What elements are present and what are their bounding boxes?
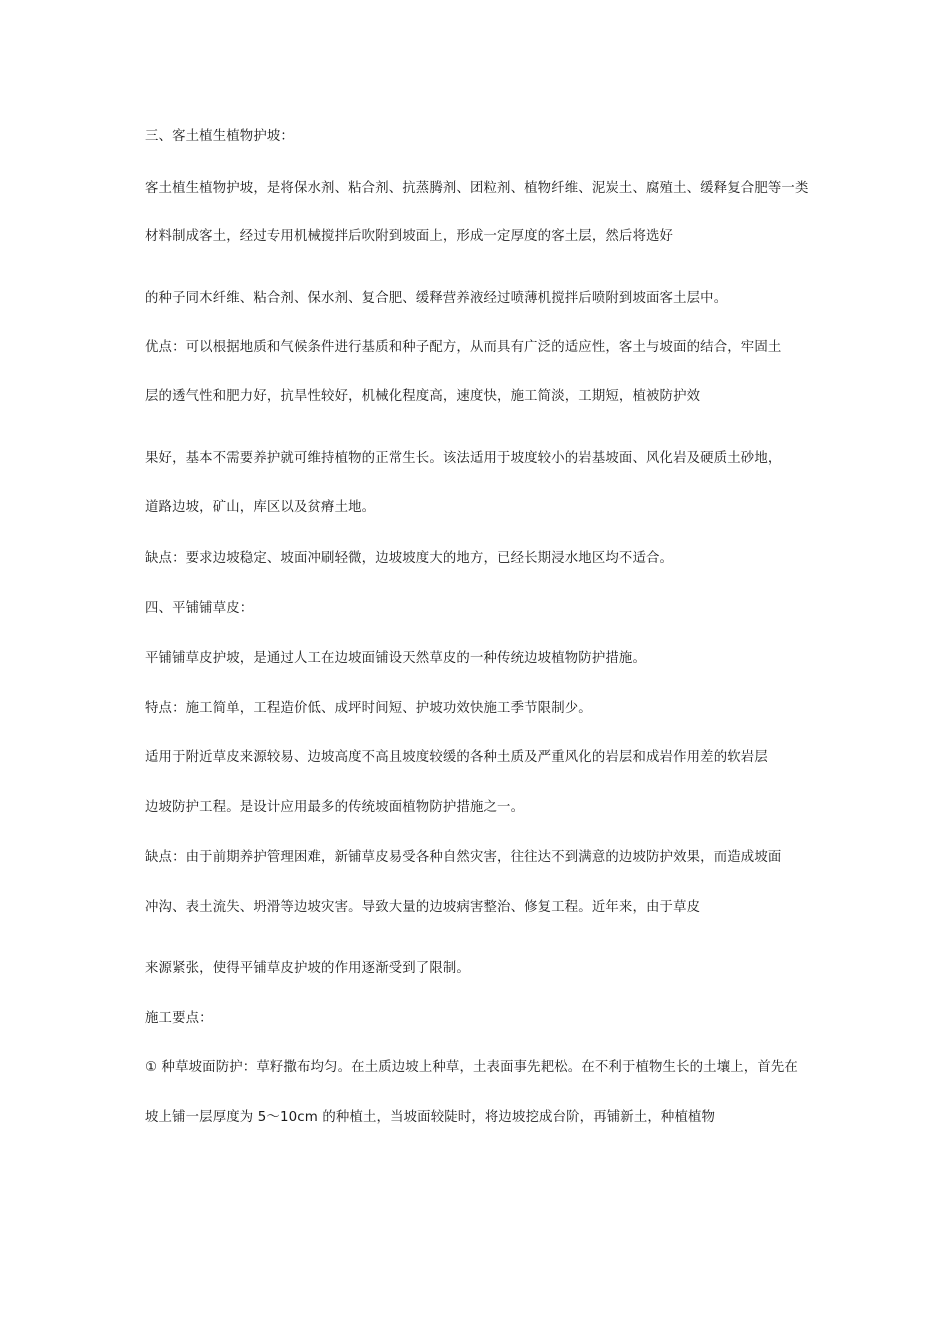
- paragraph-line: 的种子同木纤维、粘合剂、保水剂、复合肥、缓释营养液经过喷薄机搅拌后喷附到坡面客土层中。: [145, 291, 728, 306]
- paragraph-line: 坡上铺一层厚度为 5～10cm 的种植土，当坡面较陡时，将边坡挖成台阶，再铺新土，种植植物: [145, 1110, 716, 1125]
- paragraph-line: 来源紧张，使得平铺草皮护坡的作用逐渐受到了限制。: [145, 961, 470, 976]
- paragraph-line: 材料制成客土，经过专用机械搅拌后吹附到坡面上，形成一定厚度的客土层，然后将选好: [145, 229, 674, 244]
- paragraph-line: 果好，基本不需要养护就可维持植物的正常生长。该法适用于坡度较小的岩基坡面、风化岩及硬质土砂地，: [145, 451, 782, 466]
- list-item-line: ① 种草坡面防护：草籽撒布均匀。在土质边坡上种草，土表面事先耙松。在不利于植物生长的土壤上，首先在: [145, 1060, 798, 1075]
- section-heading-4: 四、平铺铺草皮：: [145, 601, 254, 616]
- paragraph-line: 道路边坡，矿山，库区以及贫瘠土地。: [145, 500, 376, 515]
- advantages-line: 优点：可以根据地质和气候条件进行基质和种子配方，从而具有广泛的适应性，客土与坡面的结合，牢固土: [145, 340, 782, 355]
- paragraph-line: 边坡防护工程。是设计应用最多的传统坡面植物防护措施之一。: [145, 800, 525, 815]
- paragraph-line: 层的透气性和肥力好，抗旱性较好，机械化程度高，速度快，施工简淡，工期短，植被防护效: [145, 389, 701, 404]
- disadvantages-line: 缺点：要求边坡稳定、坡面冲刷轻微，边坡坡度大的地方，已经长期浸水地区均不适合。: [145, 551, 674, 566]
- paragraph-line: 冲沟、表土流失、坍滑等边坡灾害。导致大量的边坡病害整治、修复工程。近年来，由于草皮: [145, 900, 701, 915]
- disadvantages-line: 缺点：由于前期养护管理困难，新铺草皮易受各种自然灾害，往往达不到满意的边坡防护效果，而造成坡面: [145, 850, 782, 865]
- paragraph-line: 客土植生植物护坡，是将保水剂、粘合剂、抗蒸腾剂、团粒剂、植物纤维、泥炭土、腐殖土、缓释复合肥等一类: [145, 181, 809, 196]
- section-heading-3: 三、客土植生植物护坡：: [145, 129, 294, 144]
- construction-heading: 施工要点：: [145, 1011, 213, 1026]
- features-line: 特点：施工简单，工程造价低、成坪时间短、护坡功效快施工季节限制少。: [145, 701, 592, 716]
- paragraph-line: 平铺铺草皮护坡，是通过人工在边坡面铺设天然草皮的一种传统边坡植物防护措施。: [145, 651, 647, 666]
- paragraph-line: 适用于附近草皮来源较易、边坡高度不高且坡度较缓的各种土质及严重风化的岩层和成岩作用差的软岩层: [145, 750, 768, 765]
